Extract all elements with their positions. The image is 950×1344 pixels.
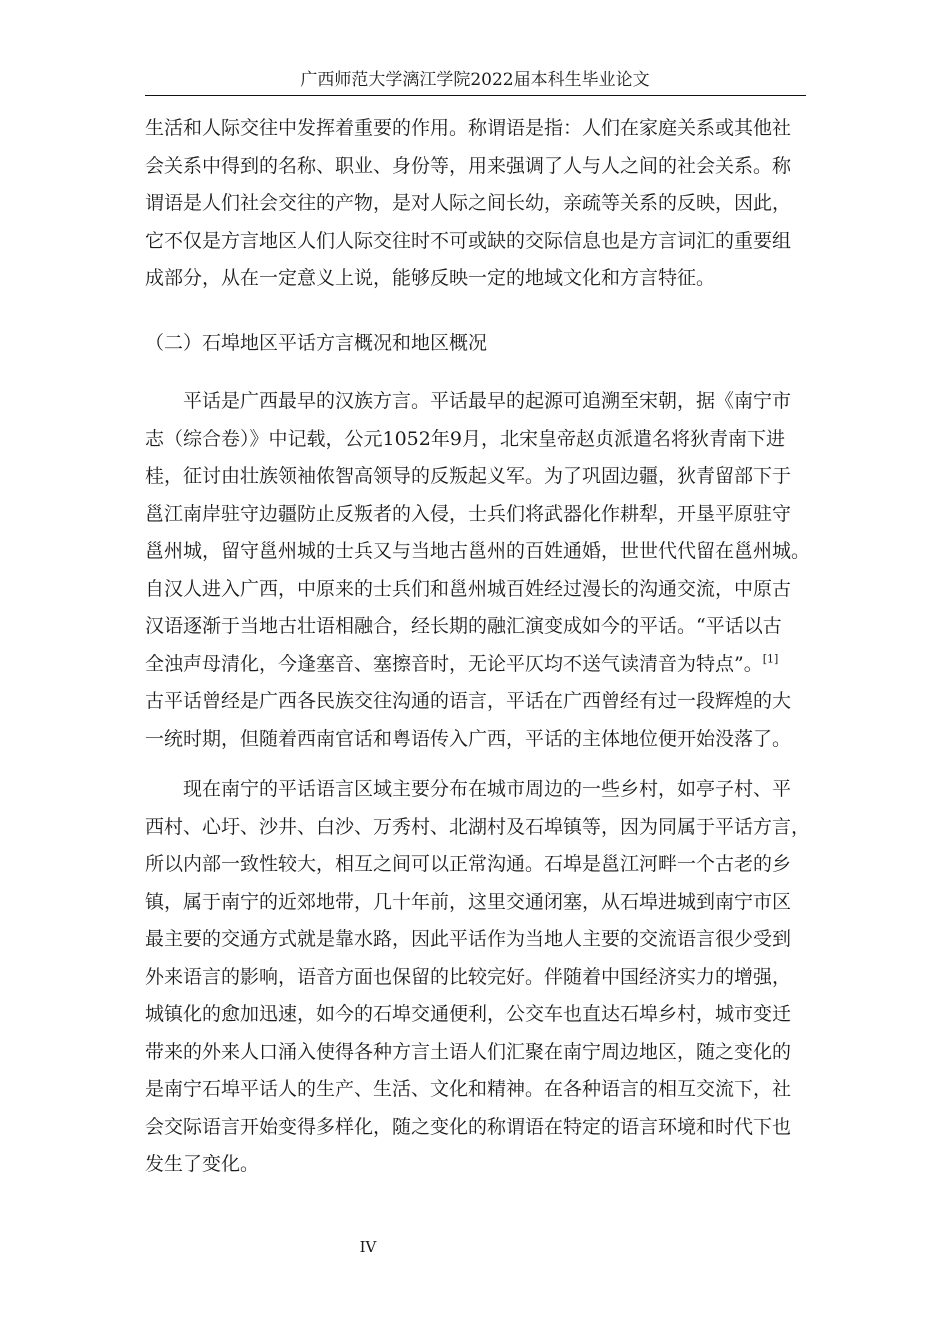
paragraph-1-line: 生活和人际交往中发挥着重要的作用。称谓语是指：人们在家庭关系或其他社 bbox=[145, 117, 792, 139]
paragraph-3-line: 是南宁石埠平话人的生产、生活、文化和精神。在各种语言的相互交流下，社 bbox=[145, 1078, 792, 1100]
paragraph-2-line-with-citation bbox=[145, 646, 806, 684]
paragraph-2-line: 古平话曾经是广西各民族交往沟通的语言，平话在广西曾经有过一段辉煌的大 bbox=[145, 690, 792, 712]
paragraph-1-line: 谓语是人们社会交往的产物，是对人际之间长幼，亲疏等关系的反映，因此， bbox=[145, 192, 792, 214]
paragraph-3-line: 所以内部一致性较大，相互之间可以正常沟通。石埠是邕江河畔一个古老的乡 bbox=[145, 853, 792, 875]
paragraph-2-line: 汉语逐渐于当地古壮语相融合，经长期的融汇演变成如今的平话。“平话以古 bbox=[145, 615, 782, 637]
paragraph-2-line: 志（综合卷）》中记载，公元1052年9月，北宋皇帝赵贞派遣名将狄青南下进 bbox=[145, 427, 785, 450]
paragraph-3-line: 西村、心圩、沙井、白沙、万秀村、北湖村及石埠镇等，因为同属于平话方言， bbox=[145, 815, 811, 838]
header-rule bbox=[145, 95, 806, 96]
paragraph-3-line: 镇，属于南宁的近郊地带，几十年前，这里交通闭塞，从石埠进城到南宁市区 bbox=[145, 890, 792, 913]
paragraph-1-line: 它不仅是方言地区人们人际交往时不可或缺的交际信息也是方言词汇的重要组 bbox=[145, 229, 792, 252]
paragraph-1-line: 会关系中得到的名称、职业、身份等，用来强调了人与人之间的社会关系。称 bbox=[145, 154, 792, 177]
paragraph-1 bbox=[145, 110, 806, 298]
running-header: 广西师范大学漓江学院2022届本科生毕业论文 bbox=[300, 70, 650, 90]
paragraph-2-line: 自汉人进入广西，中原来的士兵们和邕州城百姓经过漫长的沟通交流，中原古 bbox=[145, 577, 792, 600]
paragraph-3-line: 最主要的交通方式就是靠水路，因此平话作为当地人主要的交流语言很少受到 bbox=[145, 928, 792, 950]
page-number: IV bbox=[359, 1238, 377, 1256]
paragraph-3-line: 城镇化的愈加迅速，如今的石埠交通便利，公交车也直达石埠乡村，城市变迁 bbox=[145, 1003, 792, 1025]
paragraph-2-line: 平话是广西最早的汉族方言。平话最早的起源可追溯至宋朝，据《南宁市 bbox=[183, 390, 792, 412]
section-heading: （二）石埠地区平话方言概况和地区概况 bbox=[145, 332, 488, 354]
paragraph-2 bbox=[145, 383, 811, 758]
paragraph-2-line: 邕江南岸驻守边疆防止反叛者的入侵，士兵们将武器化作耕犁，开垦平原驻守 bbox=[145, 502, 792, 525]
paragraph-2-line: 邕州城，留守邕州城的士兵又与当地古邕州的百姓通婚，世世代代留在邕州城。 bbox=[145, 540, 811, 562]
paragraph-3-line: 发生了变化。 bbox=[145, 1153, 260, 1175]
paragraph-3-line: 外来语言的影响，语音方面也保留的比较完好。伴随着中国经济实力的增强， bbox=[145, 965, 792, 988]
paragraph-1-line: 成部分，从在一定意义上说，能够反映一定的地域文化和方言特征。 bbox=[145, 267, 716, 289]
paragraph-2-line: 桂，征讨由壮族领袖侬智高领导的反叛起义军。为了巩固边疆，狄青留部下于 bbox=[145, 465, 792, 487]
citation-marker: [1] bbox=[762, 652, 779, 666]
paragraph-2-line: 一统时期，但随着西南官话和粤语传入广西，平话的主体地位便开始没落了。 bbox=[145, 727, 792, 750]
paragraph-3-line: 带来的外来人口涌入使得各种方言土语人们汇聚在南宁周边地区，随之变化的 bbox=[145, 1040, 792, 1063]
paragraph-3-line: 现在南宁的平话语言区域主要分布在城市周边的一些乡村，如亭子村、平 bbox=[183, 778, 792, 800]
paragraph-2-line-text: 全浊声母清化，今逢塞音、塞擦音时，无论平仄均不送气读清音为特点”。 bbox=[145, 652, 763, 675]
paragraph-3 bbox=[145, 771, 811, 1184]
paragraph-3-line: 会交际语言开始变得多样化，随之变化的称谓语在特定的语言环境和时代下也 bbox=[145, 1115, 792, 1138]
